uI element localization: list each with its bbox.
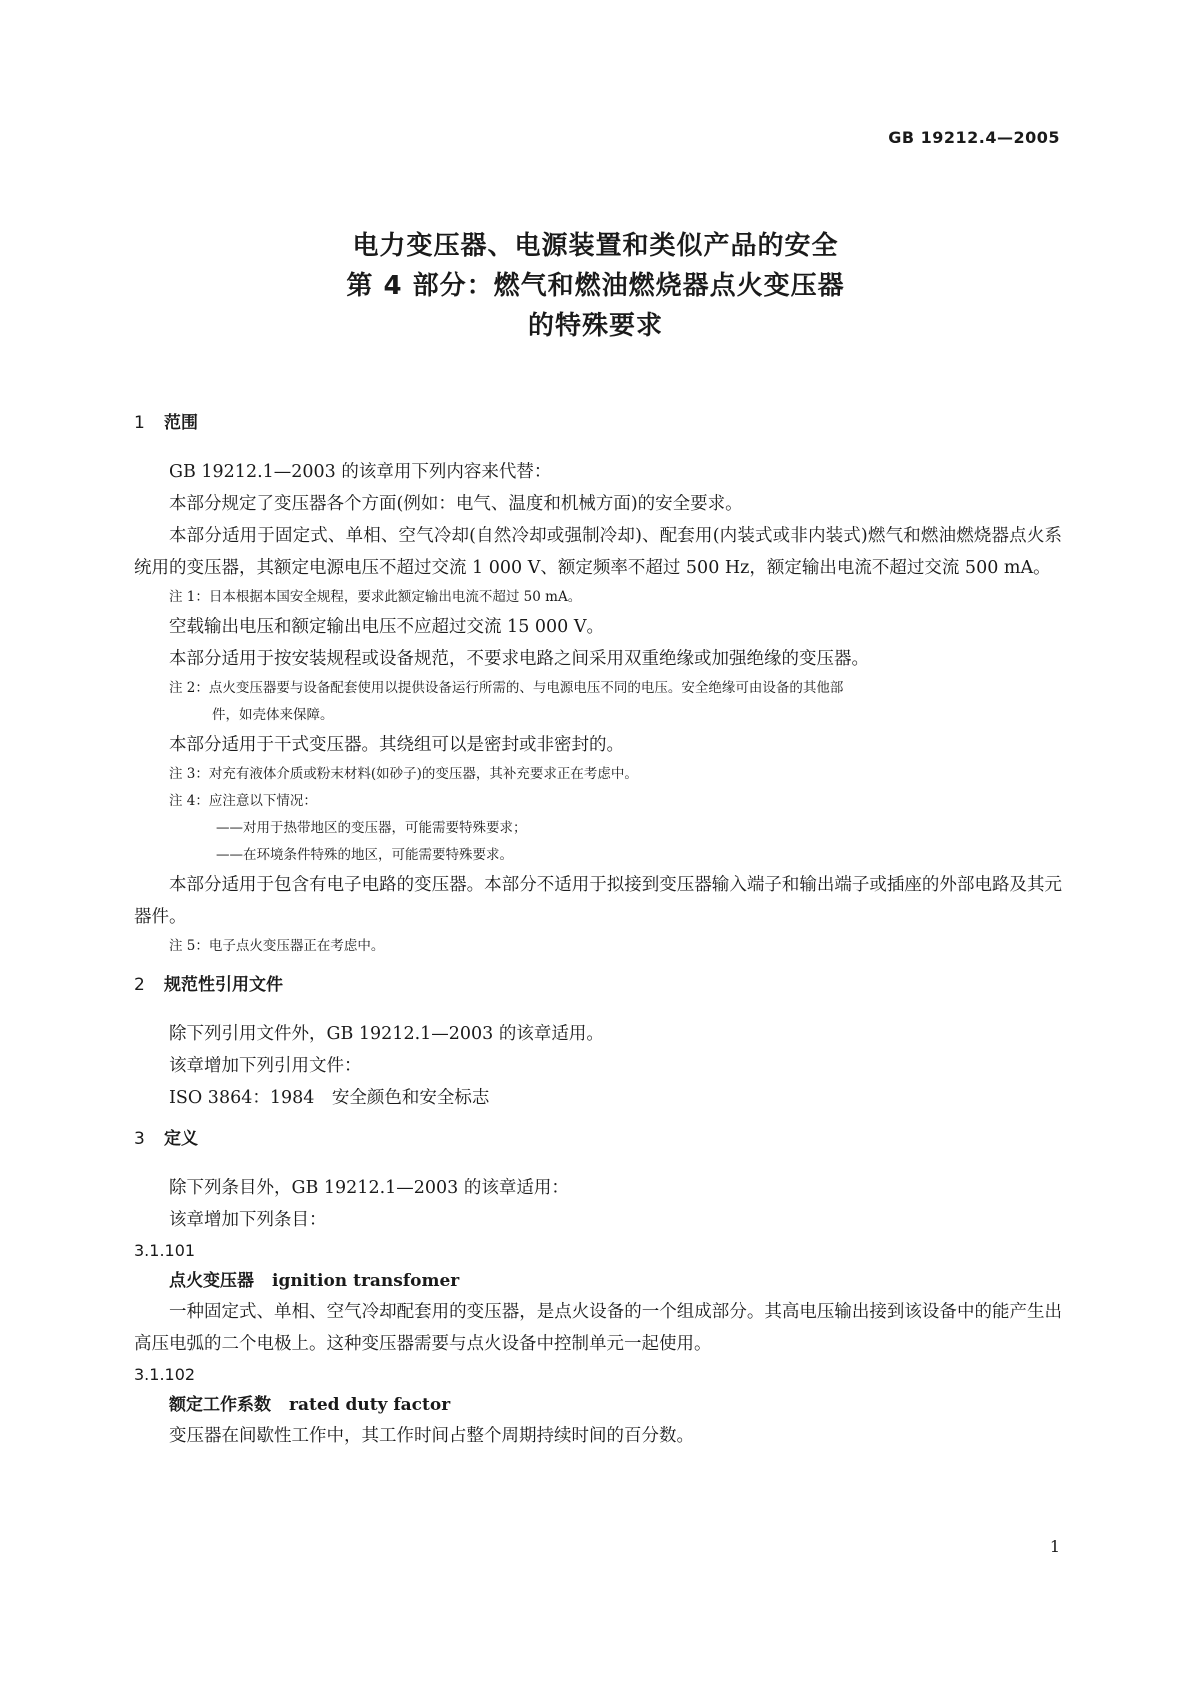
clause-number: 3.1.101 bbox=[134, 1241, 196, 1260]
document-title bbox=[0, 226, 1191, 346]
term-heading bbox=[134, 1266, 1062, 1296]
document-body bbox=[134, 410, 1062, 1452]
title-line-1: 电力变压器、电源装置和类似产品的安全 bbox=[352, 231, 839, 261]
section-number: 3 bbox=[134, 1129, 145, 1149]
standard-code: GB 19212.4—2005 bbox=[888, 128, 1060, 147]
paragraph: 本部分规定了变压器各个方面(例如：电气、温度和机械方面)的安全要求。 bbox=[169, 494, 743, 514]
note: 注 5：电子点火变压器正在考虑中。 bbox=[169, 938, 385, 954]
clause-number: 3.1.102 bbox=[134, 1365, 196, 1384]
title-line-2: 第 4 部分：燃气和燃油燃烧器点火变压器 bbox=[346, 271, 845, 301]
term-heading bbox=[134, 1390, 1062, 1420]
definition: 一种固定式、单相、空气冷却配套用的变压器，是点火设备的一个组成部分。其高电压输出接到该设备中的能产生出高压电弧的二个电极上。这种变压器需要与点火设备中控制单元一起使用。 bbox=[134, 1302, 1062, 1354]
paragraph: 本部分适用于干式变压器。其绕组可以是密封或非密封的。 bbox=[169, 735, 624, 755]
term-en: ignition transfomer bbox=[272, 1271, 460, 1291]
note-line: 件，如壳体来保障。 bbox=[212, 707, 334, 723]
section-title: 规范性引用文件 bbox=[164, 975, 283, 995]
section-1-heading bbox=[134, 410, 1062, 436]
section-number: 1 bbox=[134, 413, 145, 433]
note: 注 1：日本根据本国安全规程，要求此额定输出电流不超过 50 mA。 bbox=[169, 589, 582, 605]
paragraph: 本部分适用于包含有电子电路的变压器。本部分不适用于拟接到变压器输入端子和输出端子或插座的外部电路及其元器件。 bbox=[134, 875, 1062, 927]
paragraph: 该章增加下列条目： bbox=[169, 1210, 327, 1230]
section-3-heading bbox=[134, 1126, 1062, 1152]
term-cn: 点火变压器 bbox=[169, 1271, 254, 1291]
note: 注 4：应注意以下情况： bbox=[169, 793, 317, 809]
section-number: 2 bbox=[134, 975, 145, 995]
note: 注 3：对充有液体介质或粉末材料(如砂子)的变压器，其补充要求正在考虑中。 bbox=[169, 766, 638, 782]
term-cn: 额定工作系数 bbox=[169, 1395, 271, 1415]
note bbox=[134, 675, 1062, 729]
paragraph: 本部分适用于按安装规程或设备规范，不要求电路之间采用双重绝缘或加强绝缘的变压器。 bbox=[169, 649, 869, 669]
title-line-3: 的特殊要求 bbox=[527, 311, 663, 341]
dash-list-item: ——在环境条件特殊的地区，可能需要特殊要求。 bbox=[216, 847, 513, 863]
section-title: 定义 bbox=[164, 1129, 198, 1149]
note-line: 注 2：点火变压器要与设备配套使用以提供设备运行所需的、与电源电压不同的电压。安全绝缘可由设备的其他部 bbox=[169, 680, 844, 696]
page-number: 1 bbox=[1049, 1537, 1060, 1556]
paragraph: GB 19212.1—2003 的该章用下列内容来代替： bbox=[169, 462, 552, 482]
paragraph: 除下列引用文件外，GB 19212.1—2003 的该章适用。 bbox=[169, 1024, 604, 1044]
term-en: rated duty factor bbox=[289, 1395, 451, 1415]
paragraph: 除下列条目外，GB 19212.1—2003 的该章适用： bbox=[169, 1178, 569, 1198]
dash-list-item: ——对用于热带地区的变压器，可能需要特殊要求； bbox=[216, 820, 527, 836]
paragraph: 本部分适用于固定式、单相、空气冷却(自然冷却或强制冷却)、配套用(内装式或非内装式)燃气和燃油燃烧器点火系统用的变压器，其额定电源电压不超过交流 1 000 V、额定频率不超过 500 Hz，额定输出电流不超过交流 500 mA。 bbox=[134, 526, 1062, 578]
section-title: 范围 bbox=[164, 413, 198, 433]
paragraph: 该章增加下列引用文件： bbox=[169, 1056, 362, 1076]
definition: 变压器在间歇性工作中，其工作时间占整个周期持续时间的百分数。 bbox=[169, 1426, 694, 1446]
paragraph: 空载输出电压和额定输出电压不应超过交流 15 000 V。 bbox=[169, 617, 604, 637]
paragraph: ISO 3864：1984 安全颜色和安全标志 bbox=[169, 1088, 490, 1108]
section-2-heading bbox=[134, 972, 1062, 998]
